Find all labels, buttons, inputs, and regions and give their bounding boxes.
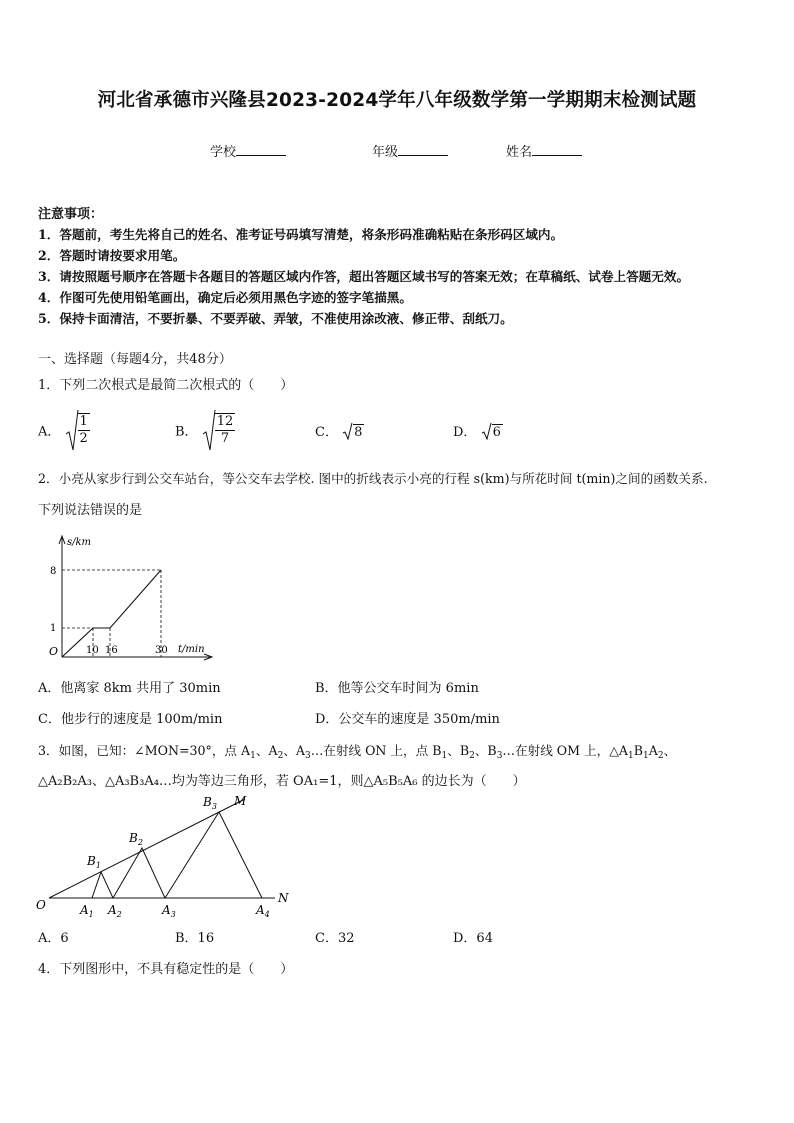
text: 、A (255, 743, 278, 758)
radicand: 6 (492, 425, 501, 440)
y-tick-label: 8 (50, 566, 57, 577)
sqrt-sign (65, 408, 79, 452)
denominator: 7 (220, 431, 230, 446)
option-label: A． (38, 424, 61, 440)
point-a2-label: $A_2$ (108, 903, 122, 919)
notice-heading: 注意事项： (38, 207, 104, 222)
text: 、A (283, 743, 305, 758)
point-o-label: O (36, 898, 46, 912)
q3-figure (30, 790, 300, 920)
text: B (633, 743, 643, 758)
q1-option-c[interactable] (315, 421, 364, 440)
sqrt-sign (202, 408, 216, 452)
text: 、B (474, 743, 497, 758)
question-1-stem: 1．下列二次根式是最简二次根式的（ ） (38, 378, 294, 393)
numerator: 1 (79, 414, 88, 429)
subscript: 2 (657, 751, 664, 761)
text: 、 (663, 743, 677, 758)
triangle-3 (165, 812, 262, 898)
q1-option-b[interactable] (175, 408, 235, 452)
text: …在射线 OM 上，△A (502, 743, 628, 758)
ray-om (49, 799, 245, 898)
denominator: 2 (79, 431, 88, 446)
y-axis-label: s/km (67, 537, 92, 548)
section-heading: 一、选择题（每题4分，共48分） (38, 352, 232, 367)
x-axis-label: t/min (178, 644, 205, 655)
point-b1-label: $B_1$ (87, 854, 101, 870)
origin-label: O (49, 645, 59, 658)
school-label: 学校 (210, 145, 237, 160)
question-3-stem-2: △A₂B₂A₃、△A₃B₃A₄…均为等边三角形，若 OA₁=1，则△A₅B₅A₆ 的边长为（ ） (38, 774, 526, 789)
x-tick-label: 10 (86, 645, 99, 656)
subscript: 2 (277, 751, 284, 761)
page-title: 河北省承德市兴隆县2023-2024学年八年级数学第一学期期末检测试题 (97, 90, 697, 111)
text: 、B (447, 743, 470, 758)
q1-option-a[interactable] (38, 408, 90, 452)
q2-graph (40, 532, 220, 662)
grade-label: 年级 (372, 145, 399, 160)
subscript: 3 (305, 751, 311, 761)
question-2-stem-2: 下列说法错误的是 (38, 503, 143, 518)
option-label: C． (315, 425, 338, 440)
triangle-2 (113, 848, 165, 898)
text: 3．如图，已知：∠MON=30°，点 A (38, 743, 251, 758)
subscript: 1 (441, 751, 448, 761)
name-blank[interactable] (532, 143, 582, 156)
q2-option-b[interactable]: B．他等公交车时间为 6min (315, 681, 479, 696)
question-3-stem (38, 740, 676, 761)
sqrt-sign (342, 422, 353, 440)
name-field[interactable] (506, 141, 582, 160)
q1-option-d[interactable] (453, 421, 503, 440)
x-tick-label: 30 (155, 645, 168, 656)
sqrt-sign (481, 422, 492, 440)
point-a3-label: $A_3$ (162, 903, 176, 919)
grade-field[interactable] (372, 141, 448, 160)
q3-option-d[interactable]: D．64 (453, 931, 493, 946)
point-a1-label: $A_1$ (80, 903, 94, 919)
q3-option-c[interactable]: C．32 (315, 931, 355, 946)
question-2-stem: 2．小亮从家步行到公交车站台，等公交车去学校. 图中的折线表示小亮的行程 s(km)与所花时间 t(min)之间的函数关系. (38, 471, 708, 486)
point-a4-label: $A_4$ (256, 903, 270, 919)
point-m-label: M (234, 794, 247, 808)
school-blank[interactable] (236, 143, 286, 156)
subscript: 1 (250, 751, 256, 761)
subscript: 3 (496, 751, 503, 761)
grade-blank[interactable] (398, 143, 448, 156)
q2-option-d[interactable]: D．公交车的速度是 350m/min (315, 712, 500, 727)
q2-option-a[interactable]: A．他离家 8km 共用了 30min (38, 681, 221, 696)
distance-time-line (62, 570, 161, 657)
subscript: 1 (628, 751, 634, 761)
question-4-stem: 4．下列图形中，不具有稳定性的是（ ） (38, 962, 294, 977)
point-b2-label: $B_2$ (129, 831, 143, 847)
subscript: 1 (643, 751, 649, 761)
notice-item: 1．答题前，考生先将自己的姓名、准考证号码填写清楚，将条形码准确粘贴在条形码区域内。 (38, 227, 564, 242)
subscript: 2 (469, 751, 475, 761)
point-b3-label: $B_3$ (203, 795, 217, 811)
notice-item: 2．答题时请按要求用笔。 (38, 248, 186, 263)
x-tick-label: 16 (105, 645, 118, 656)
q2-option-c[interactable]: C．他步行的速度是 100m/min (38, 712, 223, 727)
numerator: 12 (216, 414, 234, 429)
notice-item: 4．作图可先使用铅笔画出，确定后必须用黑色字迹的签字笔描黑。 (38, 290, 412, 305)
text: A (648, 743, 658, 758)
school-field[interactable] (210, 141, 286, 160)
point-n-label: N (278, 891, 289, 905)
name-label: 姓名 (506, 145, 533, 160)
option-label: D． (453, 425, 477, 440)
notice-item: 3．请按照题号顺序在答题卡各题目的答题区域内作答，超出答题区域书写的答案无效；在草稿纸、试卷上答题无效。 (38, 269, 690, 284)
triangle-1 (92, 872, 113, 898)
y-tick-label: 1 (50, 623, 57, 634)
q3-option-a[interactable]: A．6 (38, 931, 69, 946)
fraction (215, 413, 236, 447)
option-label: B． (175, 424, 198, 440)
radicand: 8 (354, 425, 363, 440)
fraction (78, 413, 90, 447)
q3-option-b[interactable]: B．16 (175, 931, 215, 946)
notice-item: 5．保持卡面清洁，不要折暴、不要弄破、弄皱，不准使用涂改液、修正带、刮纸刀。 (38, 311, 513, 326)
text: …在射线 ON 上，点 B (310, 743, 442, 758)
